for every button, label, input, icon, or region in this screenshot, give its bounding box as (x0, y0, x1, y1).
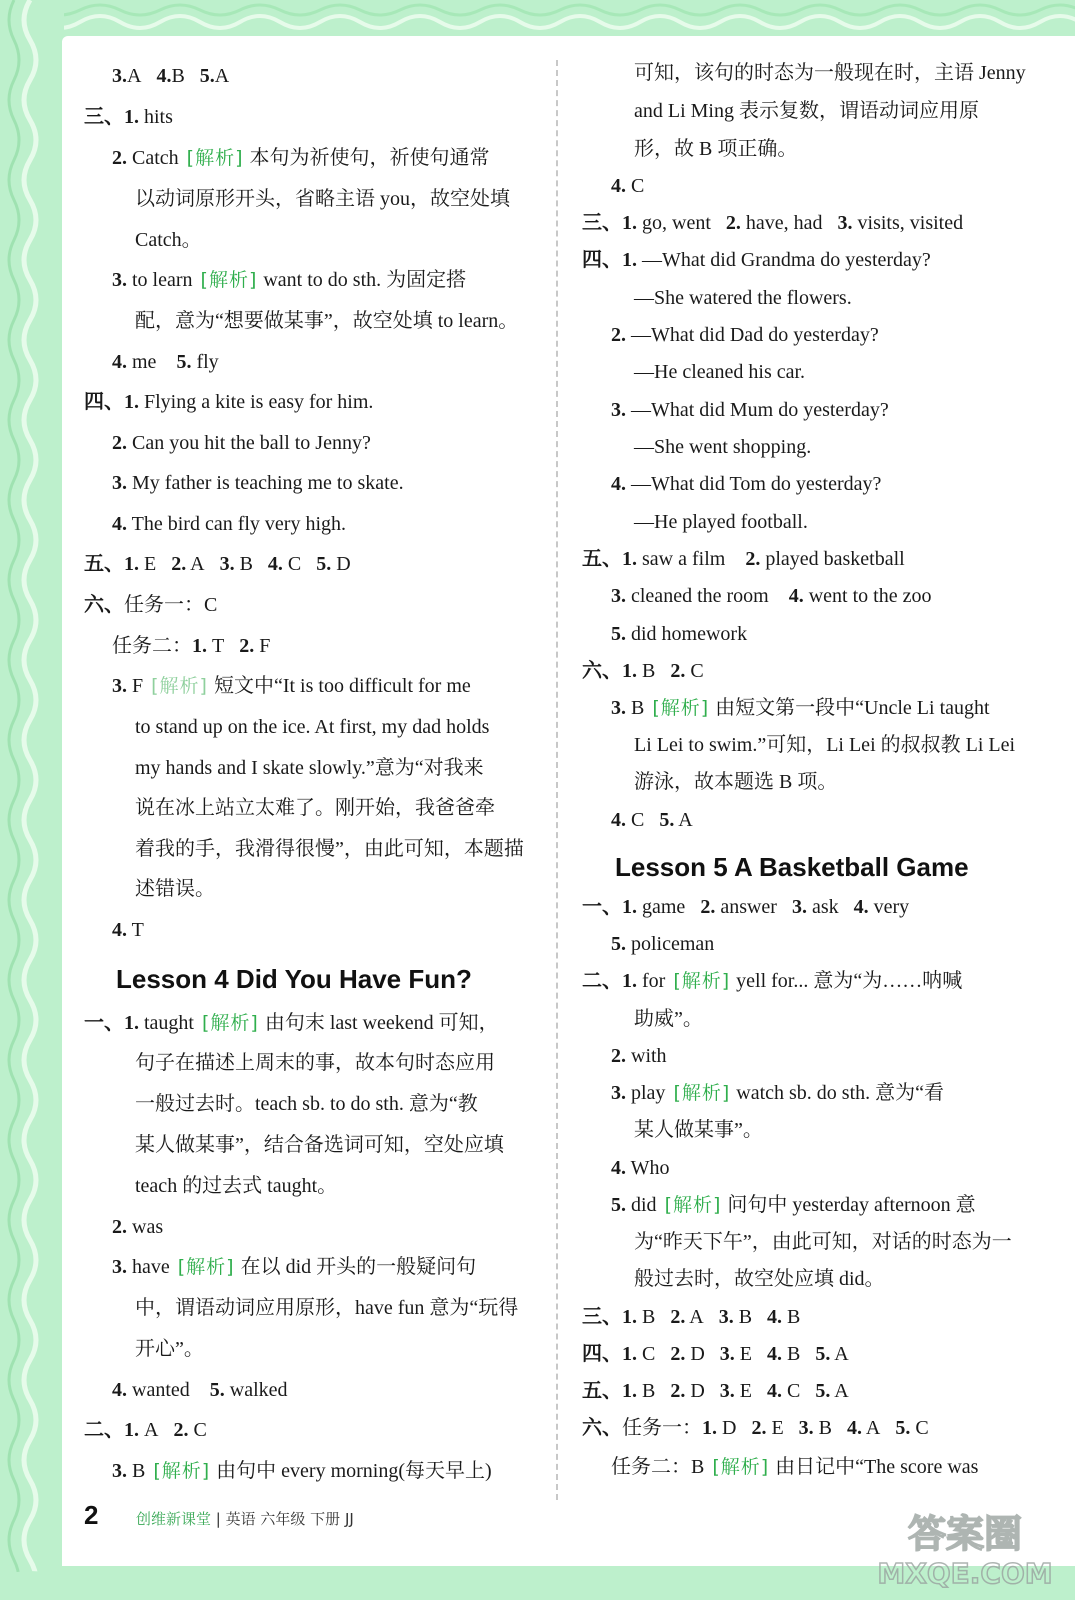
analysis-tag: [解析] (177, 1256, 235, 1278)
answer-line: 5. did [解析] 问句中 yesterday afternoon 意 (611, 1194, 976, 1216)
explanation-line: Catch。 (135, 229, 202, 251)
explanation-line: 助威”。 (634, 1008, 703, 1030)
explanation-line: 句子在描述上周末的事，故本句时态应用 (135, 1052, 495, 1074)
answer-line: —He cleaned his car. (634, 361, 806, 383)
explanation-line: 般过去时，故空处应填 did。 (634, 1268, 885, 1290)
answer-line: 五、1. E 2. A 3. B 4. C 5. D (84, 553, 351, 575)
column-divider (556, 60, 558, 1500)
lesson-5-heading: Lesson 5 A Basketball Game (615, 852, 969, 882)
explanation-line: 以动词原形开头，省略主语 you，故空处填 (135, 188, 510, 210)
explanation-line: 说在冰上站立太难了。刚开始，我爸爸牵 (135, 797, 495, 819)
answer-line: 四、1. C 2. D 3. E 4. B 5. A (582, 1343, 849, 1365)
explanation-line: 可知，该句的时态为一般现在时，主语 Jenny (634, 62, 1026, 84)
answer-line: 3.A 4.B 5.A (112, 65, 230, 87)
watermark-text: 答案圈 (907, 1512, 1023, 1556)
explanation-line: teach 的过去式 taught。 (135, 1175, 338, 1197)
answer-line: —She watered the flowers. (634, 287, 852, 309)
answer-line: 任务二：1. T 2. F (112, 635, 271, 657)
left-wave-border (0, 0, 64, 1600)
analysis-tag: [解析] (712, 1456, 770, 1478)
answer-line: 3. B [解析] 由短文第一段中“Uncle Li taught (611, 697, 990, 719)
answer-line: 一、1. taught [解析] 由句末 last weekend 可知， (84, 1012, 499, 1034)
answer-line: 一、1. game 2. answer 3. ask 4. very (582, 896, 910, 918)
analysis-tag: [解析] (202, 1012, 259, 1034)
explanation-line: 某人做某事”，结合备选词可知，空处应填 (135, 1134, 504, 1156)
answer-line: 5. policeman (611, 933, 715, 955)
answer-line: 3. cleaned the room 4. went to the zoo (611, 585, 932, 607)
answer-line: 四、1. Flying a kite is easy for him. (84, 391, 374, 413)
answer-line: 4. Who (611, 1157, 670, 1179)
answer-line: 2. was (112, 1216, 164, 1238)
book-info: 创维新课堂 | 英语 六年级 下册 JJ (136, 1510, 354, 1528)
explanation-line: to stand up on the ice. At first, my dad holds (135, 716, 490, 738)
analysis-tag: [解析] (151, 675, 208, 697)
answer-line: 三、1. go, went 2. have, had 3. visits, visited (582, 212, 964, 234)
answer-line: 六、任务一：C (84, 594, 218, 616)
explanation-line: 游泳，故本题选 B 项。 (634, 771, 838, 793)
explanation-line: my hands and I skate slowly.”意为“对我来 (135, 757, 484, 779)
answer-line: 六、任务一：1. D 2. E 3. B 4. A 5. C (582, 1417, 929, 1439)
answer-line: 3. have [解析] 在以 did 开头的一般疑问句 (112, 1256, 477, 1278)
explanation-line: 为“昨天下午”，由此可知，对话的时态为一 (634, 1231, 1012, 1253)
answer-line: 五、1. B 2. D 3. E 4. C 5. A (582, 1380, 849, 1402)
explanation-line: and Li Ming 表示复数，谓语动词应用原 (634, 100, 979, 122)
answer-line: 2. Can you hit the ball to Jenny? (112, 432, 371, 454)
explanation-line: 形，故 B 项正确。 (634, 138, 798, 160)
explanation-line: 中，谓语动词应用原形，have fun 意为“玩得 (135, 1297, 519, 1319)
answer-line: 四、1. —What did Grandma do yesterday? (582, 249, 931, 271)
answer-line: 3. B [解析] 由句中 every morning(每天早上) (112, 1460, 492, 1482)
answer-line: 五、1. saw a film 2. played basketball (582, 548, 905, 570)
answer-line: 5. did homework (611, 623, 748, 645)
answer-line: 4. —What did Tom do yesterday? (611, 473, 882, 495)
explanation-line: 述错误。 (135, 878, 215, 900)
answer-line: 2. —What did Dad do yesterday? (611, 324, 879, 346)
brand-name: 创维新课堂 (136, 1510, 212, 1528)
page-number: 2 (84, 1500, 99, 1530)
analysis-tag: [解析] (200, 269, 258, 291)
answer-line: 三、1. hits (84, 106, 173, 128)
answer-line: 三、1. B 2. A 3. B 4. B (582, 1306, 801, 1328)
top-wave-border (0, 0, 1075, 40)
answer-line: 3. to learn [解析] want to do sth. 为固定搭 (112, 269, 467, 291)
explanation-line: 一般过去时。teach sb. to do sth. 意为“教 (135, 1093, 478, 1115)
answer-line: 3. —What did Mum do yesterday? (611, 399, 889, 421)
answer-line: 2. Catch [解析] 本句为祈使句，祈使句通常 (112, 147, 490, 169)
answer-line: 二、1. A 2. C (84, 1419, 207, 1441)
lesson-4-heading: Lesson 4 Did You Have Fun? (116, 964, 472, 994)
watermark (870, 1505, 1060, 1590)
answer-line: 4. C 5. A (611, 809, 693, 831)
analysis-tag: [解析] (186, 147, 244, 169)
analysis-tag: [解析] (652, 697, 710, 719)
answer-line: 4. C (611, 175, 645, 197)
explanation-line: 开心”。 (135, 1338, 204, 1360)
analysis-tag: [解析] (153, 1460, 211, 1482)
answer-line: 4. wanted 5. walked (112, 1379, 288, 1401)
answer-line: 3. My father is teaching me to skate. (112, 472, 404, 494)
answer-line: 3. play [解析] watch sb. do sth. 意为“看 (611, 1082, 945, 1104)
explanation-line: 配，意为“想要做某事”，故空处填 to learn。 (135, 310, 519, 332)
answer-line: 二、1. for [解析] yell for... 意为“为……呐喊 (582, 970, 963, 992)
explanation-line: 着我的手，我滑得很慢”，由此可知，本题描 (135, 838, 524, 860)
answer-line: —He played football. (634, 511, 808, 533)
watermark-url: MXQE.COM (877, 1557, 1053, 1590)
answer-line: —She went shopping. (634, 436, 812, 458)
answer-line: 4. me 5. fly (112, 351, 219, 373)
analysis-tag: [解析] (673, 1082, 731, 1104)
explanation-line: Li Lei to swim.”可知，Li Lei 的叔叔教 Li Lei (634, 734, 1016, 756)
explanation-line: 某人做某事”。 (634, 1119, 763, 1141)
answer-line: 4. The bird can fly very high. (112, 513, 347, 535)
answer-line: 六、1. B 2. C (582, 660, 704, 682)
answer-line: 任务二：B [解析] 由日记中“The score was (611, 1456, 979, 1478)
answer-line: 3. F [解析] 短文中“It is too difficult for me (112, 675, 471, 697)
answer-line: 4. T (112, 919, 144, 941)
analysis-tag: [解析] (673, 970, 731, 992)
analysis-tag: [解析] (664, 1194, 722, 1216)
answer-line: 2. with (611, 1045, 667, 1067)
